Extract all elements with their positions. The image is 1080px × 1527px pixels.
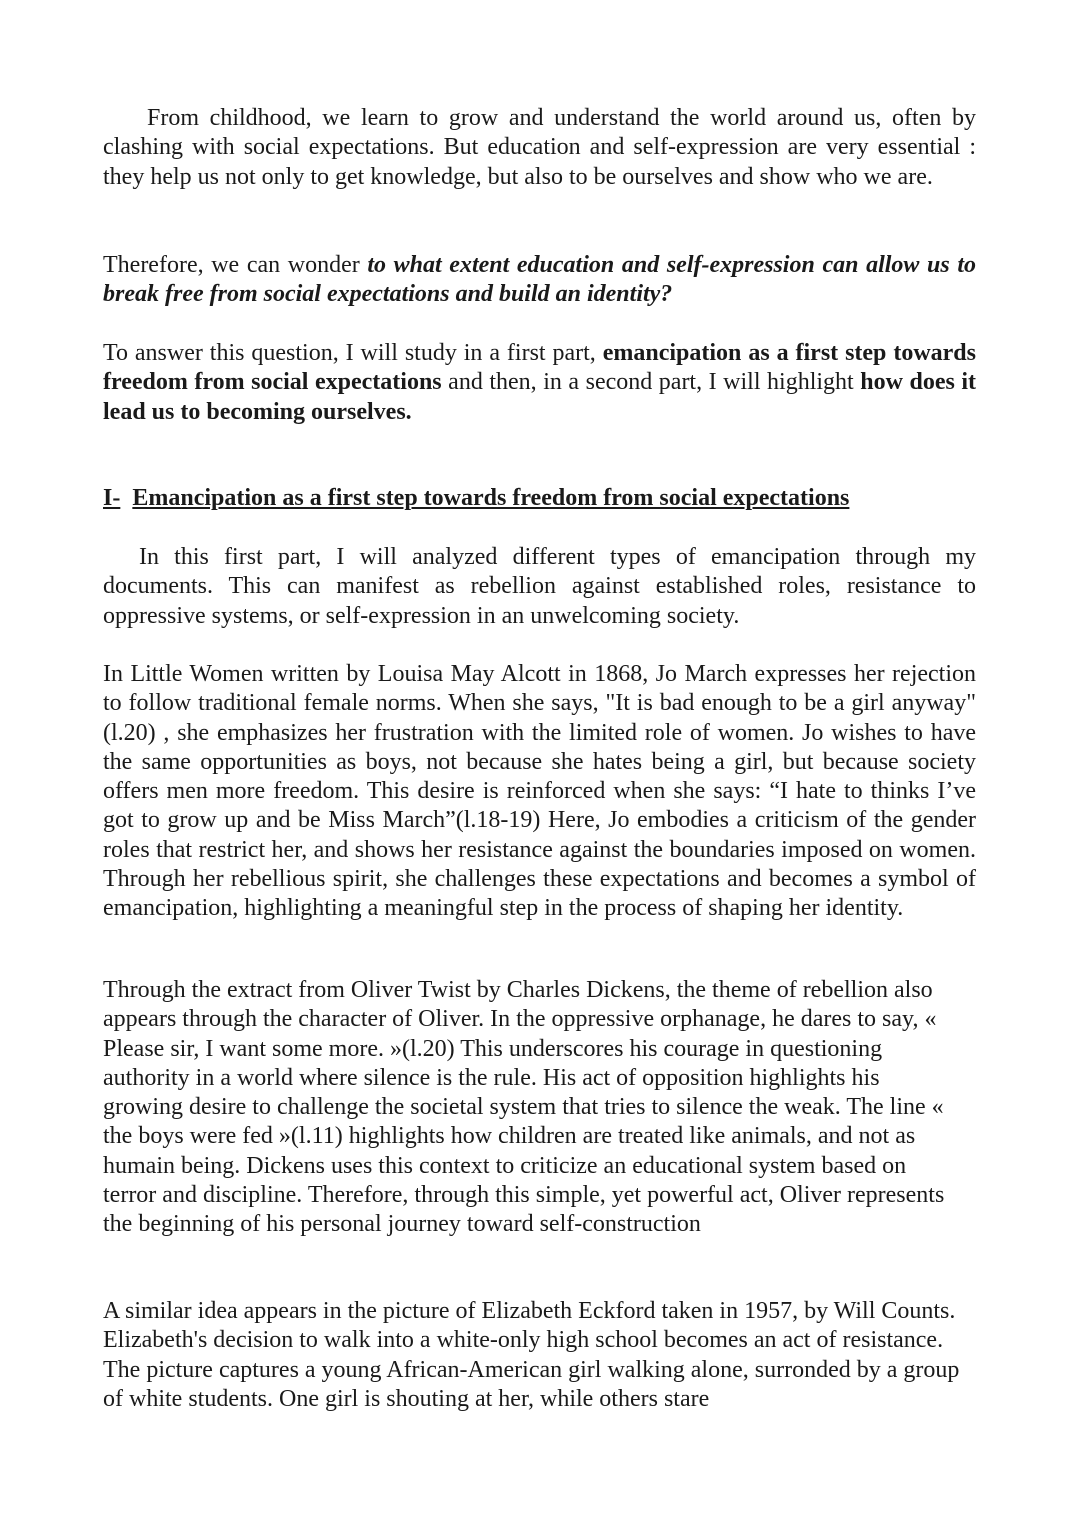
paragraph-text: A similar idea appears in the picture of Elizabeth Eckford taken in 1957, by Will Counts. Elizabeth's decision to walk into a white-only high school becomes an act of resistance. The picture captures a young African-American girl walking alone, surronded by a group of white students. One girl is shouting at her, while others stare: [103, 1298, 960, 1412]
plan-part1: To answer this question, I will study in a first part,: [103, 340, 603, 366]
plan-bold1: emancipation as a first step towards freedom from social expectations: [103, 340, 976, 396]
intro-paragraph: [103, 104, 976, 192]
oliver-twist-paragraph: [103, 976, 963, 1240]
problem-question-paragraph: [103, 251, 976, 310]
little-women-paragraph: [103, 660, 976, 924]
elizabeth-eckford-paragraph: [103, 1297, 983, 1414]
paragraph-text: In this first part, I will analyzed different types of emancipation through my documents. This can manifest as rebellion against established roles, resistance to oppressive systems, or self-expression in an unwelcoming society.: [103, 544, 976, 629]
section-1-number: I-: [103, 485, 121, 511]
question-emphasis: to what extent education and self-expression can allow us to break free from social expectations and build an identity?: [103, 252, 977, 308]
paragraph-text: In Little Women written by Louisa May Alcott in 1868, Jo March expresses her rejection to follow traditional female norms. When she says, "It is bad enough to be a girl anyway" (l.20) , she emphasizes her frustration with the limited role of women. Jo wishes to have the same opportunities as boys, not because she hates being a girl, but because society offers men more freedom. This desire is reinforced when she says: “I hate to thinks I’ve got to grow up and be Miss March”(l.18-19) Here, Jo embodies a criticism of the gender roles that restrict her, and shows her resistance against the boundaries imposed on women. Through her rebellious spirit, she challenges these expectations and becomes a symbol of emancipation, highlighting a meaningful step in the process of shaping her identity.: [103, 661, 976, 922]
section-1-title: Emancipation as a first step towards freedom from social expectations: [132, 485, 850, 511]
plan-part2: and then, in a second part, I will highlight: [441, 369, 861, 396]
plan-bold2: how does it lead us to becoming ourselves.: [103, 369, 977, 425]
question-lead: Therefore, we can wonder: [103, 252, 368, 278]
paragraph-text: Through the extract from Oliver Twist by Charles Dickens, the theme of rebellion also appears through the character of Oliver. In the oppressive orphanage, he dares to say, « Please sir, I want some more. »(l.20) This underscores his courage in questioning authority in a world where silence is the rule. His act of opposition highlights his growing desire to challenge the societal system that tries to silence the weak. The line « the boys were fed »(l.11) highlights how children are treated like animals, and not as humain being. Dickens uses this context to criticize an educational system based on terror and discipline. Therefore, through this simple, yet powerful act, Oliver represents the beginning of his personal journey toward self-construction: [103, 977, 945, 1238]
plan-paragraph: [103, 339, 976, 427]
section-1-intro-paragraph: [103, 543, 976, 631]
section-1-heading: [103, 483, 849, 513]
intro-text: From childhood, we learn to grow and understand the world around us, often by clashing with social expectations. But education and self-expression are very essential : they help us not only to get knowledge, but also to be ourselves and show who we are.: [103, 105, 976, 190]
